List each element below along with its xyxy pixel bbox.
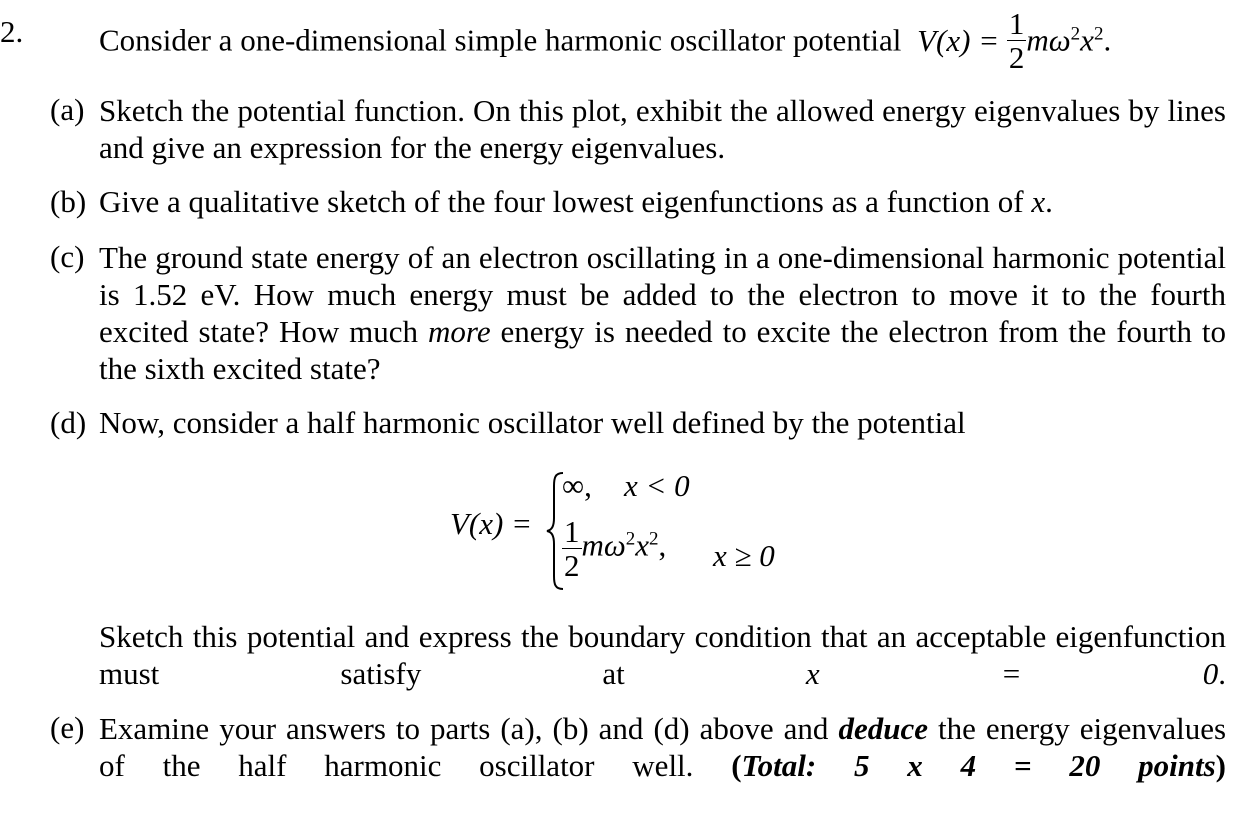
part-a-text: Sketch the potential function. On this plot, exhibit the allowed energy eigenvalues by lines and give an expression for the energy eigenvalues. xyxy=(99,93,1226,165)
problem-number: 2. xyxy=(0,14,24,49)
part-b-text-before: Give a qualitative sketch of the four lowest eigenfunctions as a function of xyxy=(99,184,1024,219)
potential-rhs-mw: mω xyxy=(1026,22,1071,58)
part-c-text-1: The ground state energy of an electron oscillating in a one-dimensional harmonic potential is 1.52 eV. How much energy must be added to the electron to move it to the fourth excited state? How much xyxy=(99,240,1226,349)
part-c-text-2: energy is needed to excite the electron from the fourth to the sixth excited state? xyxy=(99,314,1227,386)
case2-sup2: 2 xyxy=(649,528,659,550)
potential-rhs-sup2: 2 xyxy=(1093,23,1104,45)
part-b-text xyxy=(99,184,1053,220)
case2-fraction-denominator: 2 xyxy=(564,548,580,583)
intro-text: Consider a one-dimensional simple harmonic oscillator potential xyxy=(99,22,902,58)
part-d-follow-var: x = 0 xyxy=(805,656,1219,691)
part-b-var: x xyxy=(1031,184,1046,219)
part-c-emph: more xyxy=(428,314,491,349)
part-d-follow-end: . xyxy=(1218,656,1226,691)
part-e-text-2: the energy eigenvalues of the half harmonic oscillator well. xyxy=(99,711,1227,783)
part-e-text-1: Examine your answers to parts (a), (b) and (d) above and xyxy=(99,711,829,746)
case2-x: x xyxy=(635,527,650,563)
potential-rhs-sup1: 2 xyxy=(1070,23,1081,45)
part-e-emph: deduce xyxy=(838,711,928,746)
potential-fraction xyxy=(1007,8,1027,73)
potential-lhs: V(x) = xyxy=(917,22,1000,58)
case2-comma: , xyxy=(658,527,667,563)
part-c-label: (c) xyxy=(50,239,85,274)
piecewise-lhs: V(x) = xyxy=(450,506,533,541)
part-d-text: Now, consider a half harmonic oscillator well defined by the potential xyxy=(99,405,966,440)
total-expr: 5 x 4 = 20 points xyxy=(853,748,1216,783)
part-b-text-after: . xyxy=(1045,184,1053,219)
case2-fraction-numerator: 1 xyxy=(564,514,580,549)
case2-sup1: 2 xyxy=(625,528,636,550)
part-d-follow-text: Sketch this potential and express the boundary condition that an acceptable eigenfunction must satisfy at xyxy=(99,619,1226,691)
part-c-text xyxy=(99,239,1226,387)
part-e-label: (e) xyxy=(50,710,85,745)
fraction-numerator: 1 xyxy=(1008,6,1025,41)
case2-condition: x ≥ 0 xyxy=(713,538,775,573)
case1-condition: x < 0 xyxy=(624,468,690,503)
part-b-label: (b) xyxy=(50,184,87,219)
case2-mw: mω xyxy=(581,527,626,563)
potential-rhs-end: . xyxy=(1103,22,1112,58)
fraction-denominator: 2 xyxy=(1008,40,1025,75)
case2-expression xyxy=(562,516,666,581)
part-e-text xyxy=(99,710,1226,821)
case1-value: ∞, xyxy=(562,468,592,503)
problem-intro xyxy=(99,6,1112,75)
total-label: Total: xyxy=(741,748,817,783)
total-close: ) xyxy=(1215,748,1226,783)
case2-fraction xyxy=(562,516,582,581)
potential-rhs-x: x xyxy=(1080,22,1094,58)
total-open: ( xyxy=(731,748,742,783)
part-a-label: (a) xyxy=(50,92,85,127)
part-d-label: (d) xyxy=(50,405,87,440)
